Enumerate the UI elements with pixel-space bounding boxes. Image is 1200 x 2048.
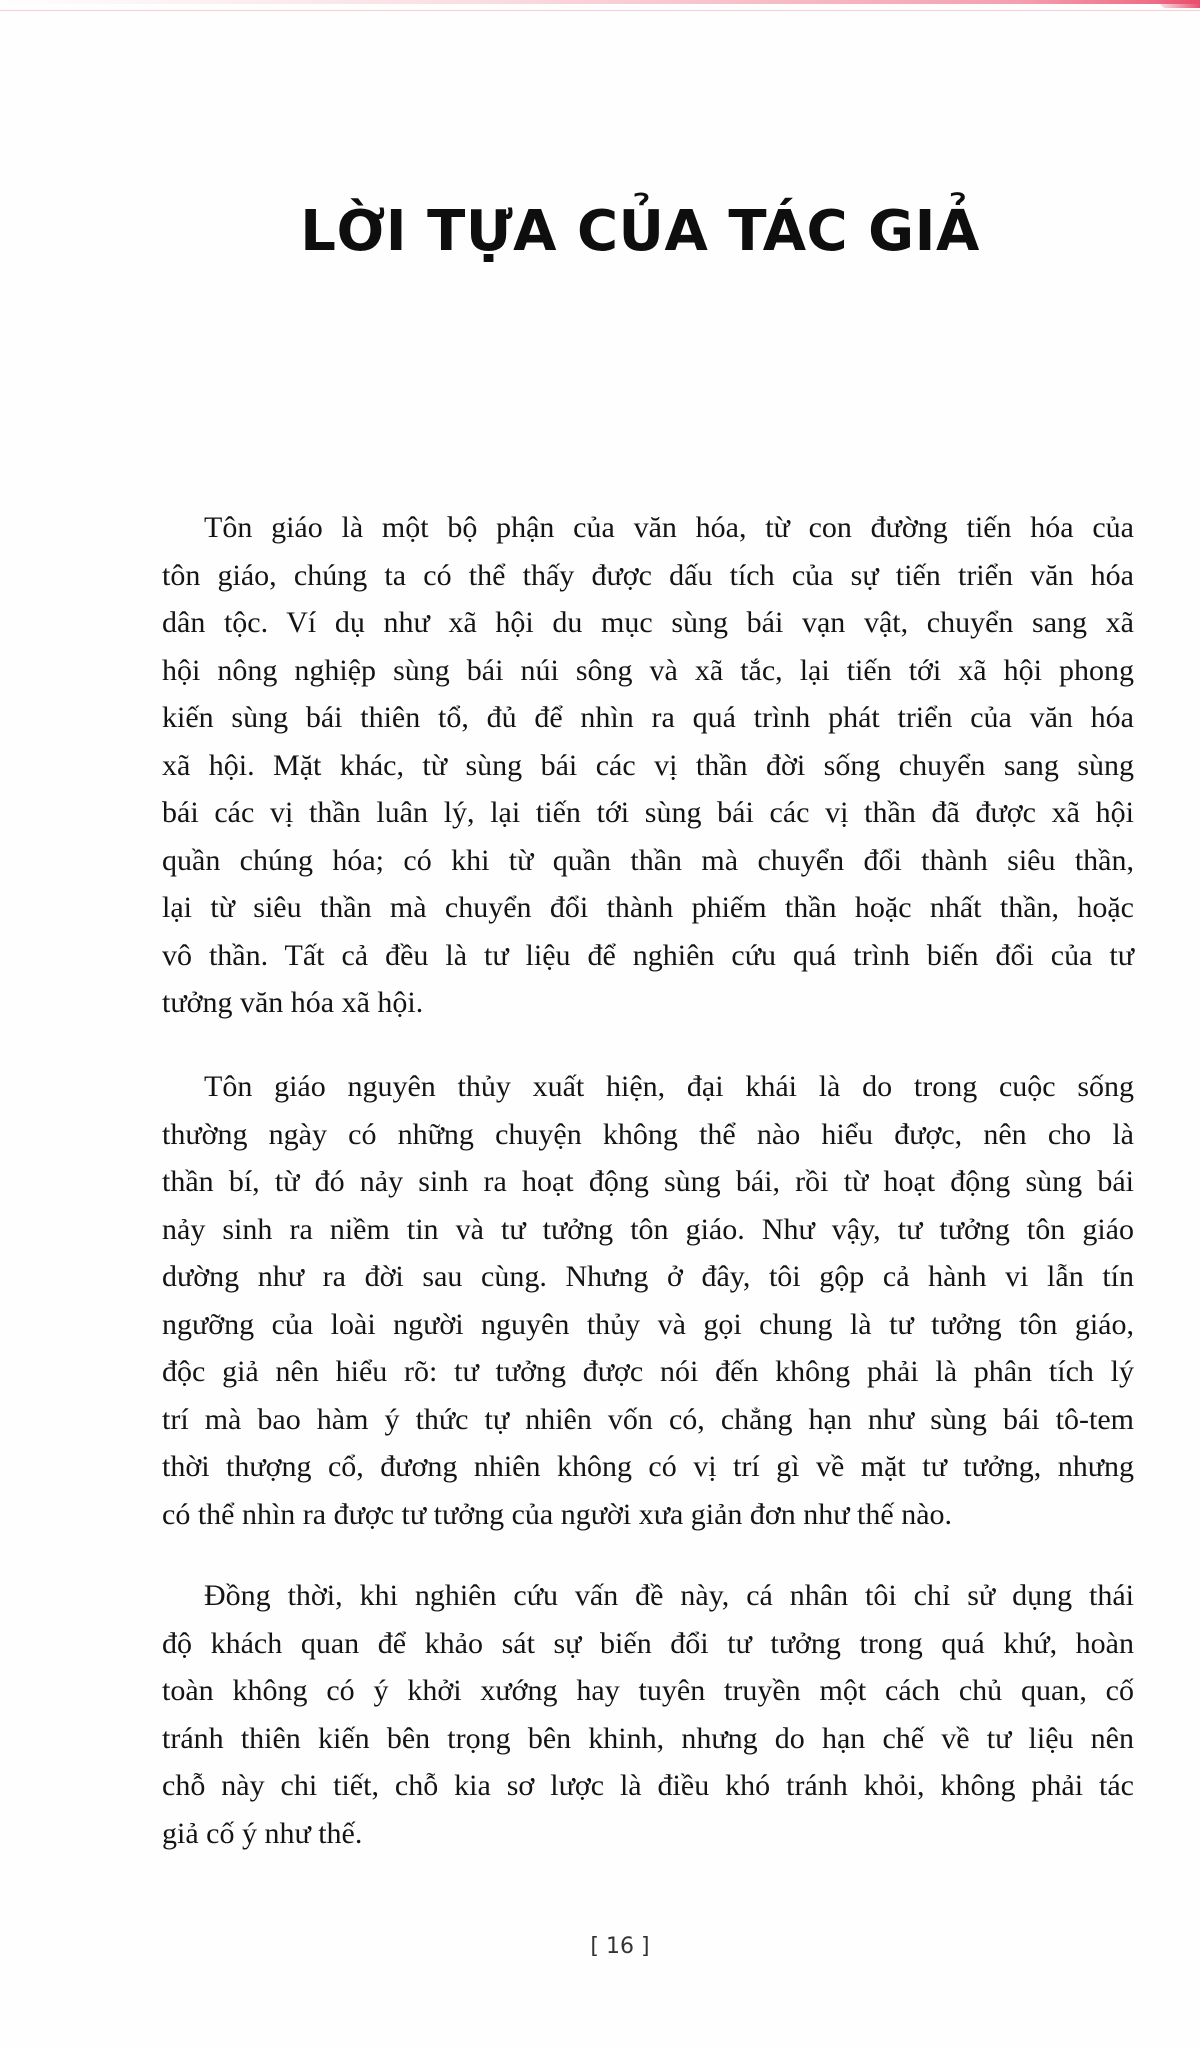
text-line: lại từ siêu thần mà chuyển đổi thành phiếm thần hoặc nhất thần, hoặc bbox=[162, 891, 1134, 924]
text-line: nảy sinh ra niềm tin và tư tưởng tôn giáo. Như vậy, tư tưởng tôn giáo bbox=[162, 1212, 1134, 1246]
text-line: thường ngày có những chuyện không thể nào hiểu được, nên cho là bbox=[162, 1117, 1134, 1151]
page-number: [ 16 ] bbox=[590, 1934, 650, 1959]
page-top-edge bbox=[0, 0, 1200, 4]
text-line: dường như ra đời sau cùng. Nhưng ở đây, tôi gộp cả hành vi lẫn tín bbox=[162, 1260, 1134, 1293]
text-line: kiến sùng bái thiên tổ, đủ để nhìn ra quá trình phát triển của văn hóa bbox=[162, 701, 1134, 734]
text-line: tưởng văn hóa xã hội. bbox=[162, 986, 424, 1019]
text-line: trí mà bao hàm ý thức tự nhiên vốn có, chẳng hạn như sùng bái tô-tem bbox=[162, 1402, 1134, 1436]
text-line: vô thần. Tất cả đều là tư liệu để nghiên cứu quá trình biến đổi của tư bbox=[162, 938, 1134, 972]
text-line: Tôn giáo là một bộ phận của văn hóa, từ con đường tiến hóa của bbox=[204, 511, 1134, 544]
text-line: tránh thiên kiến bên trọng bên khinh, nhưng do hạn chế về tư liệu nên bbox=[162, 1721, 1134, 1755]
page-corner-mark bbox=[1160, 0, 1200, 8]
text-line: dân tộc. Ví dụ như xã hội du mục sùng bái vạn vật, chuyển sang xã bbox=[162, 606, 1134, 639]
paragraph-2 bbox=[162, 1063, 1134, 1538]
text-line: độ khách quan để khảo sát sự biến đổi tư tưởng trong quá khứ, hoàn bbox=[162, 1626, 1134, 1660]
text-line: có thể nhìn ra được tư tưởng của người xưa giản đơn như thế nào. bbox=[162, 1497, 953, 1531]
text-line: thời thượng cổ, đương nhiên không có vị trí gì về mặt tư tưởng, nhưng bbox=[162, 1450, 1134, 1483]
paragraph-1 bbox=[162, 504, 1134, 1027]
text-line: toàn không có ý khởi xướng hay tuyên truyền một cách chủ quan, cố bbox=[162, 1674, 1134, 1707]
text-line: bái các vị thần luân lý, lại tiến tới sùng bái các vị thần đã được xã hội bbox=[162, 796, 1134, 829]
text-line: Đồng thời, khi nghiên cứu vấn đề này, cá nhân tôi chỉ sử dụng thái bbox=[204, 1579, 1134, 1612]
text-line: chỗ này chi tiết, chỗ kia sơ lược là điều khó tránh khỏi, không phải tác bbox=[162, 1769, 1134, 1802]
text-line: giả cố ý như thế. bbox=[162, 1816, 363, 1850]
chapter-title: LỜI TỰA CỦA TÁC GIẢ bbox=[300, 199, 980, 264]
paragraph-3 bbox=[162, 1572, 1134, 1857]
text-line: quần chúng hóa; có khi từ quần thần mà chuyển đổi thành siêu thần, bbox=[162, 843, 1134, 877]
text-line: thần bí, từ đó nảy sinh ra hoạt động sùng bái, rồi từ hoạt động sùng bái bbox=[162, 1165, 1134, 1198]
text-line: hội nông nghiệp sùng bái núi sông và xã tắc, lại tiến tới xã hội phong bbox=[162, 653, 1134, 687]
text-line: tôn giáo, chúng ta có thể thấy được dấu tích của sự tiến triển văn hóa bbox=[162, 558, 1134, 592]
text-line: ngưỡng của loài người nguyên thủy và gọi chung là tư tưởng tôn giáo, bbox=[162, 1307, 1134, 1341]
text-line: Tôn giáo nguyên thủy xuất hiện, đại khái là do trong cuộc sống bbox=[204, 1070, 1134, 1103]
text-line: xã hội. Mặt khác, từ sùng bái các vị thần đời sống chuyển sang sùng bbox=[162, 748, 1134, 782]
text-line: độc giả nên hiểu rõ: tư tưởng được nói đến không phải là phân tích lý bbox=[162, 1355, 1134, 1388]
page-top-line bbox=[0, 10, 1200, 11]
